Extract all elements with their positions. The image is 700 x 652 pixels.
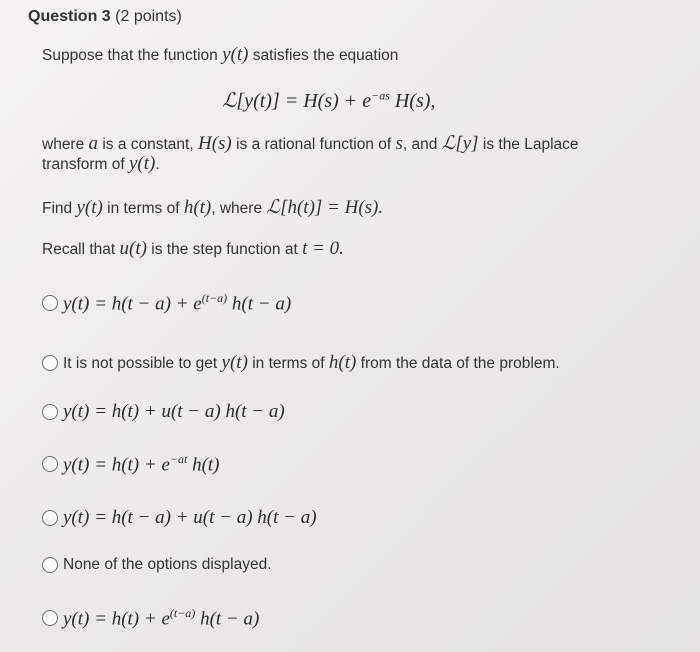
equation-main: ℒ[y(t)] = H(s) + e [222, 90, 372, 112]
option-math-exponent: (t−a) [169, 606, 196, 620]
stem-text: satisfies the equation [248, 47, 399, 64]
option-math-main: y(t) = h(t − a) + e [63, 293, 202, 315]
option-7[interactable] [42, 606, 259, 630]
radio-button[interactable] [42, 404, 58, 420]
stem-func-y: y(t) [222, 44, 249, 65]
sym-h: h(t) [328, 352, 357, 373]
equation-tail: H(s), [389, 90, 436, 112]
option-2-text [63, 352, 560, 374]
question-number: Question 3 [28, 8, 111, 25]
option-7-math [63, 606, 259, 630]
radio-button[interactable] [42, 557, 58, 573]
option-6[interactable] [42, 556, 272, 574]
option-math-tail: h(t − a) [195, 608, 260, 630]
radio-button[interactable] [42, 295, 58, 311]
option-6-text: None of the options displayed. [63, 556, 272, 573]
stem-text: is a rational function of [231, 136, 396, 153]
option-3-math: y(t) = h(t) + u(t − a) h(t − a) [63, 401, 285, 422]
option-math-tail: h(t) [187, 454, 220, 476]
stem-text: , where [211, 200, 267, 217]
option-text: from the data of the problem. [356, 355, 560, 372]
sym-y: y(t) [129, 153, 156, 174]
recall-equation: t = 0. [302, 238, 344, 259]
option-math-main: y(t) = h(t) + e [63, 454, 170, 476]
option-math-exponent: (t−a) [201, 291, 228, 305]
option-5-math: y(t) = h(t − a) + u(t − a) h(t − a) [63, 507, 317, 528]
find-line [42, 196, 383, 219]
sym-H: H(s) [197, 133, 232, 154]
option-4[interactable] [42, 452, 220, 476]
option-math-exponent: −at [169, 452, 188, 466]
stem-line-3 [42, 132, 579, 155]
stem-text: Find [42, 200, 77, 217]
stem-text: . [155, 156, 160, 173]
option-text: It is not possible to get [63, 355, 222, 372]
stem-line-1 [42, 44, 398, 66]
find-equation: ℒ[h(t)] = H(s). [266, 197, 384, 218]
option-text: in terms of [247, 355, 329, 372]
option-3[interactable] [42, 401, 285, 423]
stem-text: is a constant, [98, 136, 198, 153]
sym-s: s [395, 133, 403, 154]
laplace-equation [222, 88, 435, 113]
stem-text: Recall that [42, 241, 120, 258]
stem-text: , and [402, 136, 442, 153]
stem-text: transform of [42, 156, 129, 173]
stem-line-4 [42, 153, 160, 175]
radio-button[interactable] [42, 456, 58, 472]
sym-h: h(t) [183, 197, 212, 218]
equation-exponent: −as [371, 88, 390, 103]
sym-y: y(t) [76, 197, 103, 218]
sym-Ly: ℒ[y] [441, 133, 479, 154]
stem-text: where [42, 136, 89, 153]
option-5[interactable] [42, 507, 317, 529]
question-header [28, 8, 182, 26]
sym-y: y(t) [221, 352, 248, 373]
stem-text: is the Laplace [478, 136, 579, 153]
option-2[interactable] [42, 352, 560, 374]
stem-text: in terms of [102, 200, 184, 217]
question-points: (2 points) [115, 8, 182, 25]
radio-button[interactable] [42, 510, 58, 526]
stem-text: is the step function at [146, 241, 303, 258]
stem-text: Suppose that the function [42, 47, 223, 64]
recall-line [42, 238, 344, 260]
radio-button[interactable] [42, 355, 58, 371]
sym-a: a [88, 133, 99, 154]
option-1-math [63, 291, 291, 315]
option-1[interactable] [42, 291, 291, 315]
option-4-math [63, 452, 220, 476]
sym-u: u(t) [119, 238, 147, 259]
radio-button[interactable] [42, 610, 58, 626]
option-math-tail: h(t − a) [227, 293, 292, 315]
option-math-main: y(t) = h(t) + e [63, 608, 170, 630]
